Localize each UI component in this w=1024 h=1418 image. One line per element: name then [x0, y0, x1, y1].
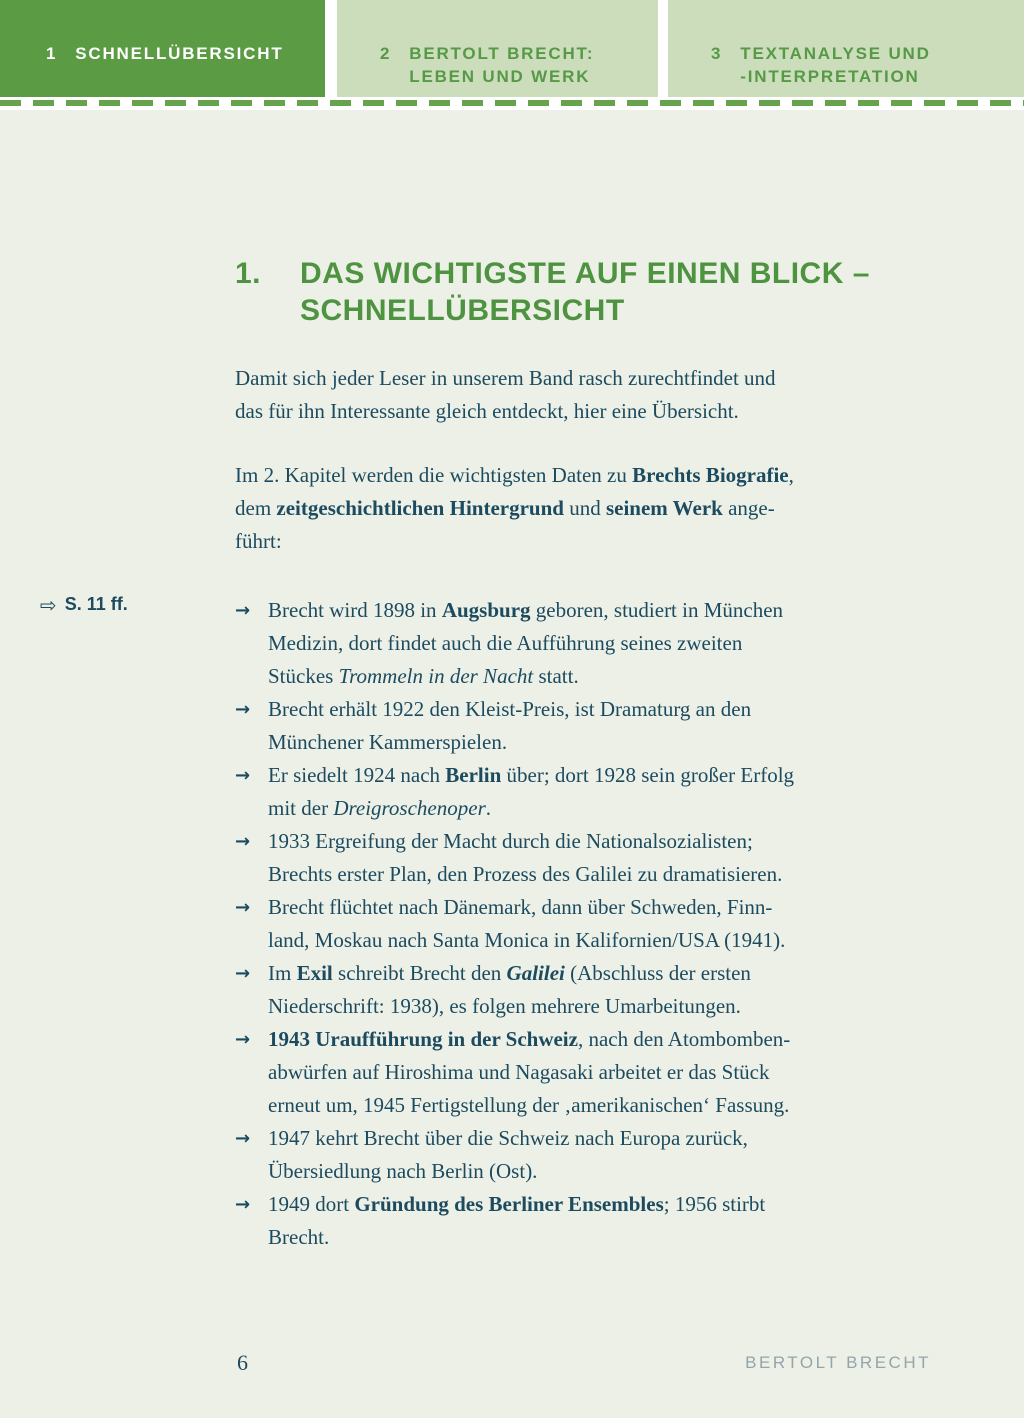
- arrow-bullet-icon: →: [235, 963, 251, 984]
- list-item: [235, 1188, 945, 1254]
- page-ref-arrow-icon: ⇨: [40, 592, 57, 617]
- list-item-text: 1949 dort Gründung des Berliner Ensembles; 1956 stirbt Brecht.: [268, 1192, 766, 1249]
- chapter-overview-paragraph: Im 2. Kapitel werden die wichtigsten Daten zu Brechts Biografie, dem zeitgeschichtlichen Hintergrund und seinem Werk ange- führt:: [235, 463, 794, 553]
- arrow-bullet-icon: →: [235, 831, 251, 852]
- dashed-divider: [0, 97, 1024, 110]
- tab-leben-und-werk[interactable]: [337, 0, 658, 97]
- list-item: [235, 1122, 945, 1188]
- arrow-bullet-icon: →: [235, 1194, 251, 1215]
- tab-number: 2: [380, 44, 392, 63]
- tab-schnelluebersicht[interactable]: [0, 0, 325, 97]
- list-item-text: Er siedelt 1924 nach Berlin über; dort 1928 sein großer Erfolg mit der Dreigroschenoper.: [268, 763, 795, 820]
- tab-number: 3: [711, 44, 723, 63]
- list-item: [235, 891, 945, 957]
- arrow-bullet-icon: →: [235, 1029, 251, 1050]
- tab-label: BERTOLT BRECHT: LEBEN UND WERK: [409, 44, 595, 86]
- list-item-text: Brecht wird 1898 in Augsburg geboren, studiert in München Medizin, dort findet auch die Aufführung seines zweiten Stückes Trommeln in der Nacht statt.: [268, 598, 784, 688]
- intro-paragraph: Damit sich jeder Leser in unserem Band rasch zurechtfindet und das für ihn Interessante gleich entdeckt, hier eine Übersicht.: [235, 366, 776, 423]
- dashed-line: [0, 100, 1024, 106]
- list-item-text: 1947 kehrt Brecht über die Schweiz nach Europa zurück, Übersiedlung nach Berlin (Ost).: [268, 1126, 748, 1183]
- chapter-title-text: DAS WICHTIGSTE AUF EINEN BLICK – SCHNELLÜBERSICHT: [300, 257, 870, 327]
- list-item-text: Im Exil schreibt Brecht den Galilei (Abschluss der ersten Niederschrift: 1938), es folgen mehrere Umarbeitungen.: [268, 961, 751, 1018]
- tab-number: 1: [46, 44, 58, 63]
- tab-label: SCHNELLÜBERSICHT: [75, 44, 284, 63]
- overview-list: [235, 594, 945, 1254]
- chapter-title-number: 1.: [235, 257, 262, 290]
- arrow-bullet-icon: →: [235, 765, 251, 786]
- list-item: [235, 957, 945, 1023]
- list-item: [235, 825, 945, 891]
- chapter-title: [235, 255, 870, 329]
- list-item-text: Brecht flüchtet nach Dänemark, dann über Schweden, Finn- land, Moskau nach Santa Monica in Kalifornien/USA (1941).: [268, 895, 786, 952]
- page-number: 6: [237, 1350, 248, 1375]
- list-item-text: 1943 Uraufführung in der Schweiz, nach den Atombomben- abwürfen auf Hiroshima und Nagasaki arbeitet er das Stück erneut um, 1945 Fertigstellung der ‚amerikanischen‘ Fassung.: [268, 1027, 791, 1117]
- arrow-bullet-icon: →: [235, 699, 251, 720]
- list-item-text: 1933 Ergreifung der Macht durch die Nationalsozialisten; Brechts erster Plan, den Prozess des Galilei zu dramatisieren.: [268, 829, 783, 886]
- arrow-bullet-icon: →: [235, 600, 251, 621]
- list-item: [235, 759, 945, 825]
- running-head: BERTOLT BRECHT: [745, 1353, 931, 1372]
- list-item: [235, 594, 945, 693]
- page-ref-label: S. 11 ff.: [64, 594, 128, 614]
- list-item-text: Brecht erhält 1922 den Kleist-Preis, ist Dramaturg an den Münchener Kammerspielen.: [268, 697, 752, 754]
- tab-label: TEXTANALYSE UND -INTERPRETATION: [740, 44, 931, 86]
- chapter-tabs: [0, 0, 1024, 97]
- list-item: [235, 693, 945, 759]
- tab-textanalyse[interactable]: [668, 0, 1024, 97]
- arrow-bullet-icon: →: [235, 1128, 251, 1149]
- arrow-bullet-icon: →: [235, 897, 251, 918]
- margin-note-page-ref[interactable]: [40, 594, 128, 615]
- list-item: [235, 1023, 945, 1122]
